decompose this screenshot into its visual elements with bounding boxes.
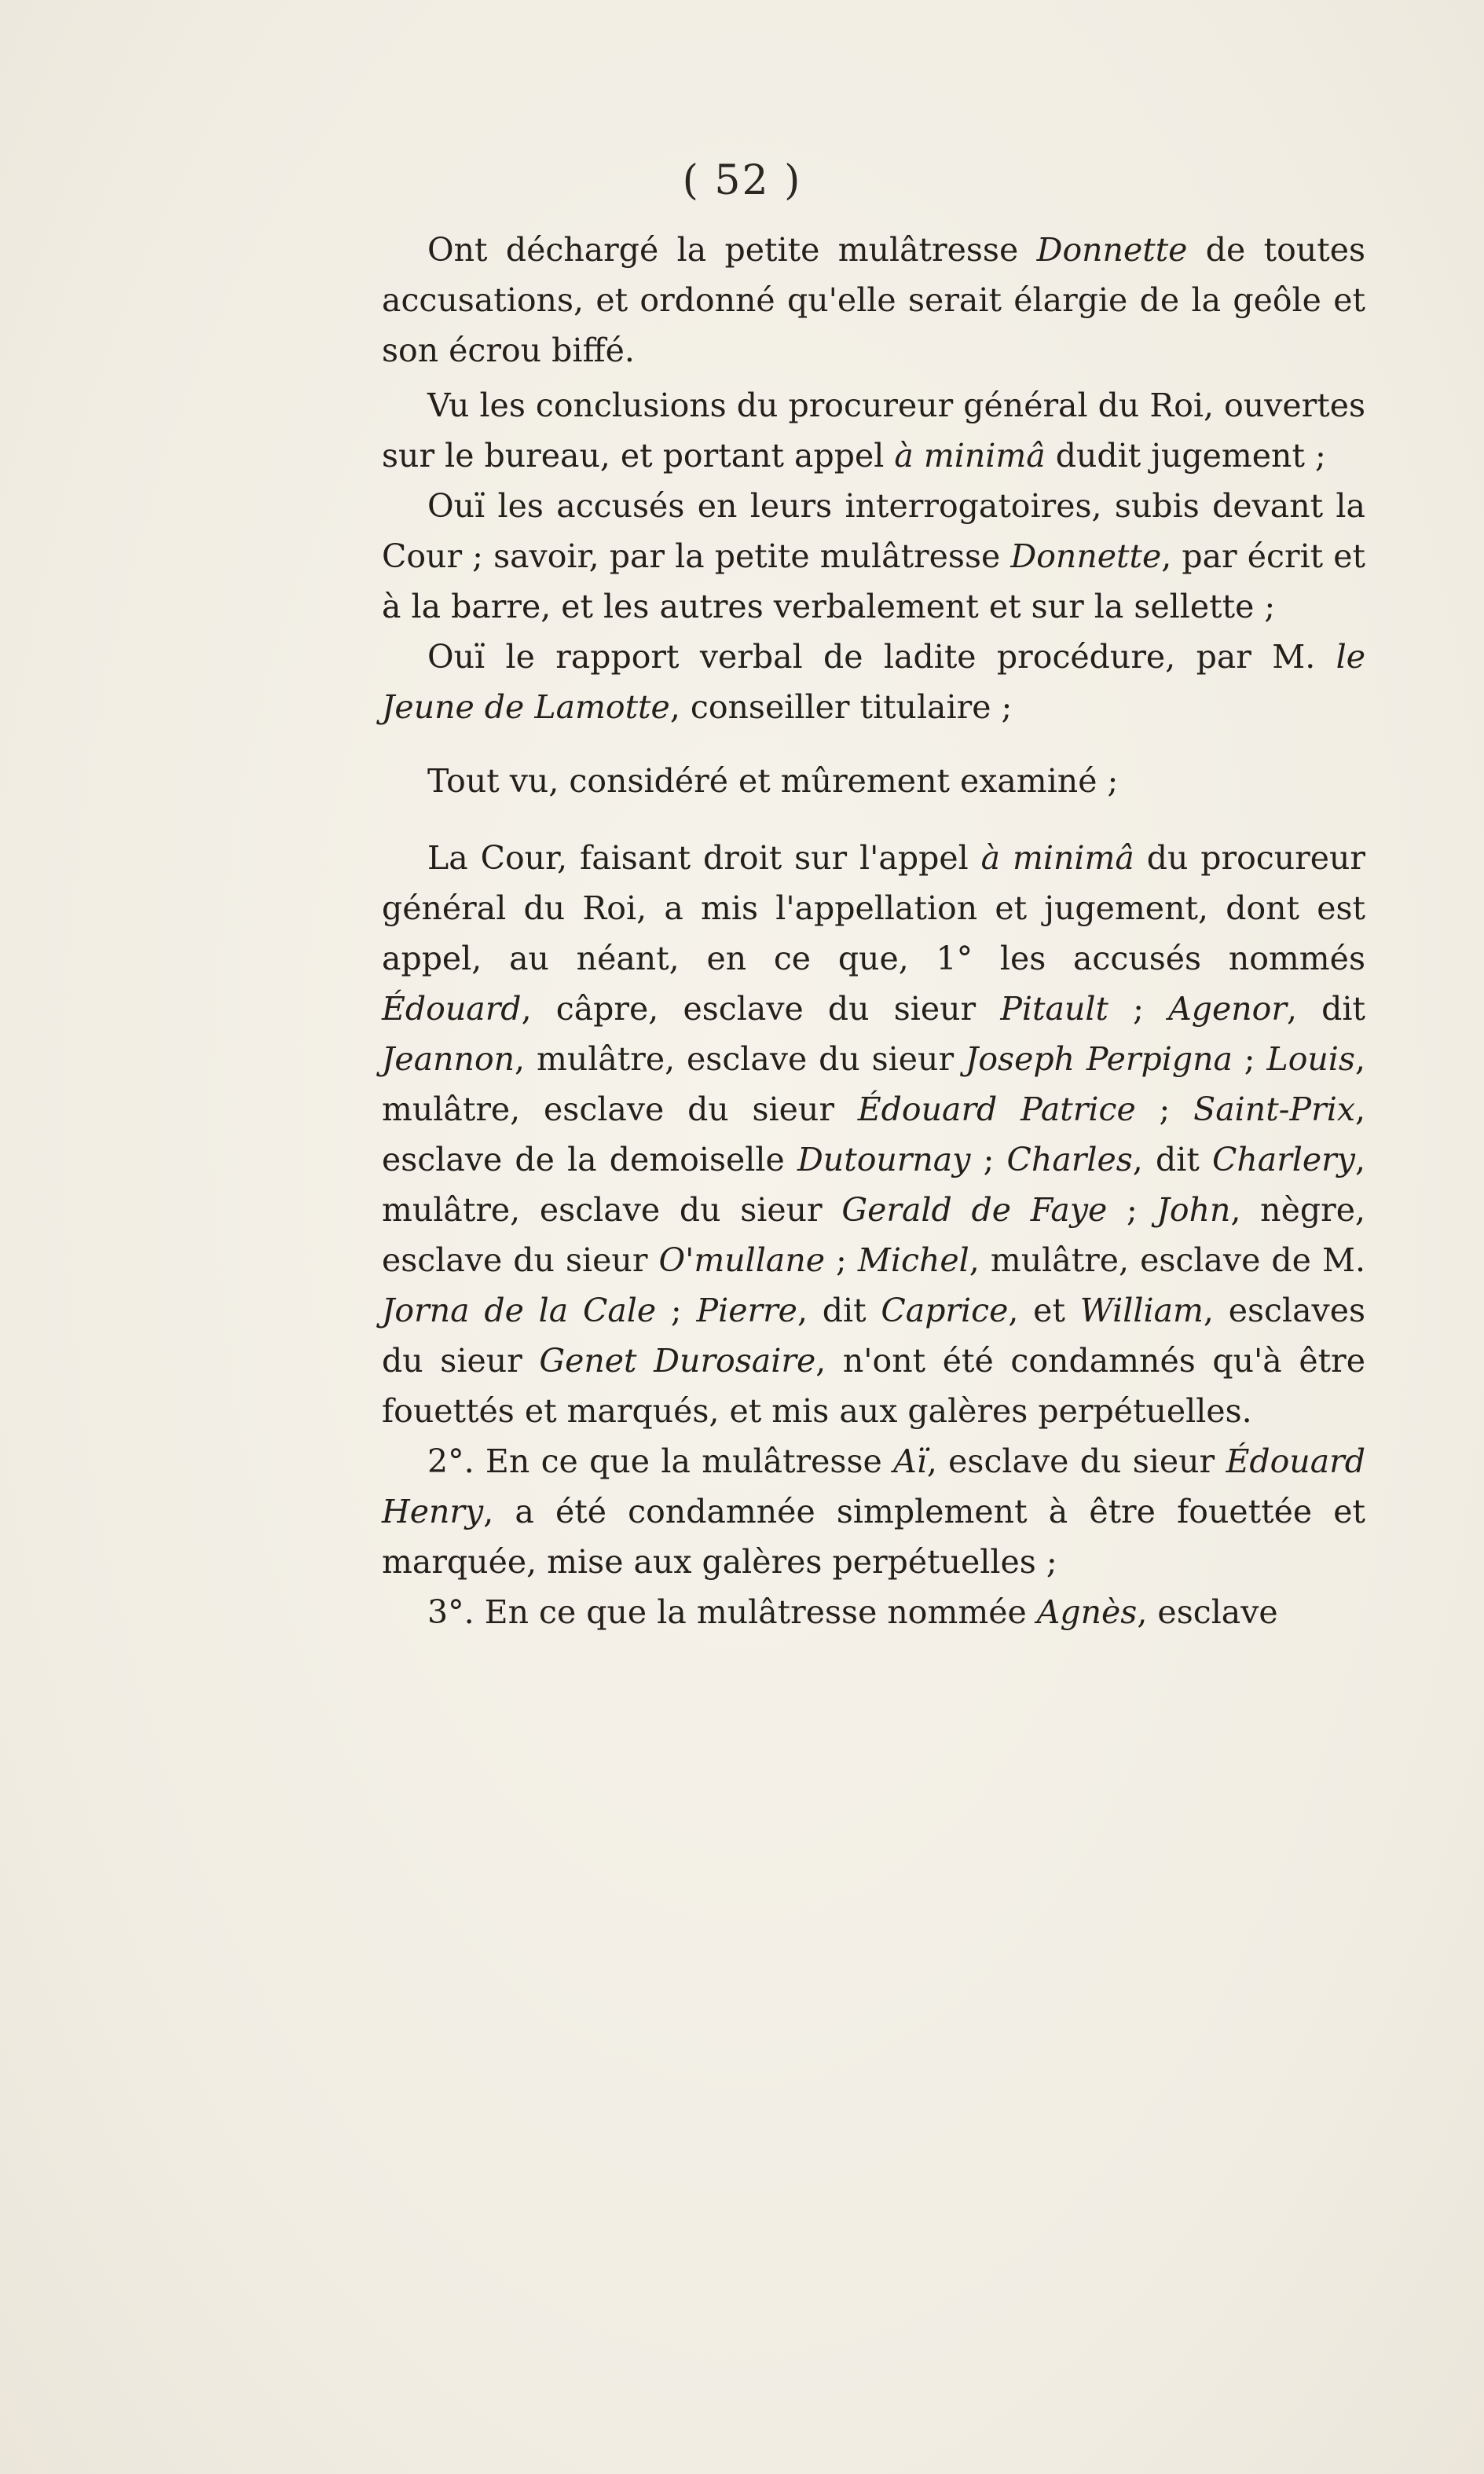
italic-name: Jeannon [382, 1040, 515, 1078]
italic-name: Louis [1266, 1040, 1355, 1078]
text-run: La Cour, faisant droit sur l'appel [427, 839, 981, 877]
italic-name: Pitault [1000, 990, 1108, 1028]
italic-name: Charles [1006, 1141, 1133, 1178]
paragraph-la-cour [382, 833, 1365, 1436]
text-run: , esclave du sieur [926, 1442, 1226, 1480]
italic-name: Aï [893, 1442, 927, 1480]
italic-name: Jorna de la Cale [382, 1292, 657, 1329]
paragraph-second [382, 1436, 1365, 1587]
body-text [382, 225, 1365, 1637]
text-run: de toutes accusations, et ordonné qu'elle serait élargie de la geôle et son écrou biffé. [382, 231, 1366, 369]
italic-name: O'mullane [658, 1241, 825, 1279]
text-run: ; [1107, 1191, 1157, 1229]
italic-name: Édouard [382, 990, 522, 1028]
italic-name: Édouard Patrice [857, 1090, 1136, 1128]
text-run: , par écrit et à la barre, et les autres verbalement et sur la sellette ; [382, 537, 1365, 625]
italic-name: Gerald de Faye [841, 1191, 1108, 1229]
paragraph-discharge [382, 225, 1365, 376]
text-run: 3°. En ce que la mulâtresse nommée [427, 1593, 1037, 1631]
text-run: Ont déchargé la petite mulâtresse [427, 231, 1037, 269]
italic-name: à minimâ [980, 839, 1134, 877]
italic-name: Agnès [1036, 1593, 1138, 1631]
text-run: Ouï les accusés en leurs interrogatoires, subis devant la Cour ; savoir, par la petite mulâtresse [382, 487, 1365, 575]
italic-name: Joseph Perpigna [965, 1040, 1233, 1078]
text-run: ; [1108, 990, 1169, 1028]
text-run: , dit [1132, 1141, 1212, 1178]
text-run: , esclave [1137, 1593, 1278, 1631]
text-run: , esclave de la demoiselle [382, 1090, 1365, 1178]
text-run: , et [1008, 1292, 1080, 1329]
text-run: , conseiller titulaire ; [669, 688, 1013, 726]
text-run: , câpre, esclave du sieur [521, 990, 1001, 1028]
italic-name: Édouard Henry [382, 1442, 1365, 1530]
italic-name: John [1156, 1191, 1231, 1229]
text-run: , dit [797, 1292, 881, 1329]
text-run: Vu les conclusions du procureur général du Roi, ouvertes sur le bureau, et portant appel [382, 387, 1365, 475]
text-run: , mulâtre, esclave de M. [969, 1241, 1365, 1279]
italic-name: Agenor [1168, 990, 1287, 1028]
paragraph-rapport [382, 632, 1365, 732]
text-run: , mulâtre, esclave du sieur [382, 1141, 1365, 1229]
text-run: du procureur général du Roi, a mis l'appellation et jugement, dont est appel, au néant, en ce que, 1° les accusés nommés [382, 839, 1366, 977]
text-run: , mulâtre, esclave du sieur [515, 1040, 966, 1078]
text-run: ; [656, 1292, 697, 1329]
paragraph-conclusions [382, 380, 1365, 481]
paragraph-third [382, 1587, 1365, 1637]
text-run: , a été condamnée simplement à être fouettée et marquée, mise aux galères perpétuelles ; [382, 1493, 1365, 1581]
text-run: , n'ont été condamnés qu'à être fouettés et marqués, et mis aux galères perpétuelles. [382, 1342, 1366, 1430]
italic-name: Saint-Prix [1193, 1090, 1355, 1128]
italic-name: à minimâ [894, 437, 1046, 475]
text-run: ; [970, 1141, 1007, 1178]
text-run: Ouï le rapport verbal de ladite procédure, par M. [427, 638, 1336, 676]
italic-name: Michel [857, 1241, 969, 1279]
text-run: 2°. En ce que la mulâtresse [427, 1442, 894, 1480]
italic-name: Donnette [1036, 231, 1188, 269]
text-run: dudit jugement ; [1045, 437, 1326, 475]
text-run: , nègre, esclave du sieur [382, 1191, 1365, 1279]
text-run: , dit [1286, 990, 1365, 1028]
italic-name: le Jeune de Lamotte [382, 638, 1365, 726]
italic-name: Charlery [1211, 1141, 1355, 1178]
paragraph-interrogatoires [382, 481, 1365, 632]
italic-name: Genet Durosaire [539, 1342, 816, 1380]
italic-name: Donnette [1010, 537, 1162, 575]
page-number: ( 52 ) [682, 157, 802, 204]
text-run: ; [1232, 1040, 1267, 1078]
text-run: , esclaves du sieur [382, 1292, 1366, 1380]
paragraph-tout-vu [382, 756, 1365, 806]
text-run: ; [1135, 1090, 1194, 1128]
text-run: Tout vu, considéré et mûrement examiné ; [427, 762, 1119, 800]
italic-name: Dutournay [797, 1141, 971, 1178]
italic-name: William [1079, 1292, 1204, 1329]
italic-name: Pierre [696, 1292, 797, 1329]
text-run: ; [825, 1241, 858, 1279]
italic-name: Caprice [881, 1292, 1009, 1329]
text-run: , mulâtre, esclave du sieur [382, 1040, 1365, 1128]
